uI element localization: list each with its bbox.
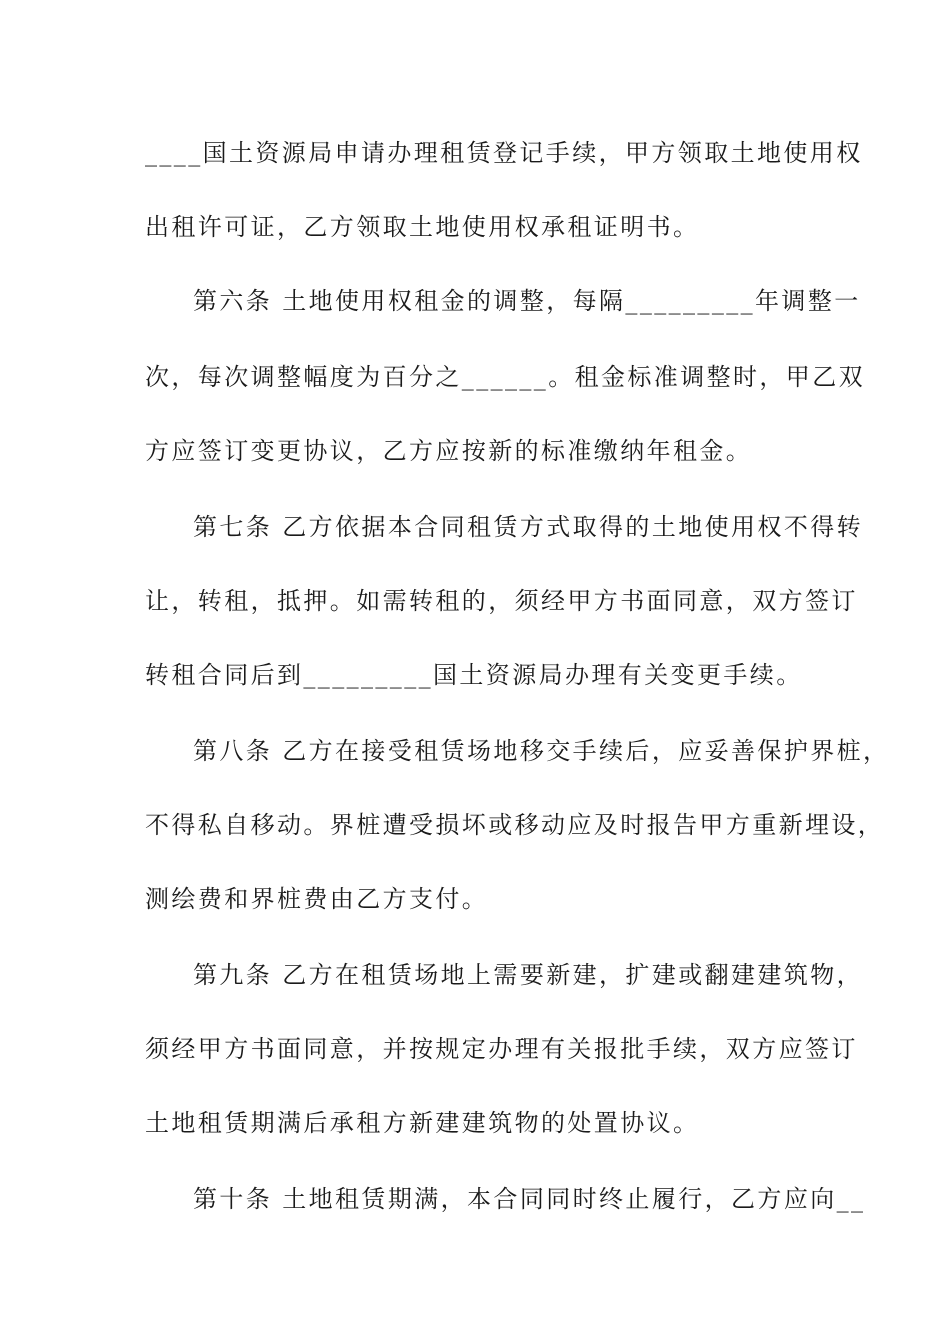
text-line: 转租合同后到_________国土资源局办理有关变更手续。 xyxy=(145,661,803,689)
text-line: 须经甲方书面同意，并按规定办理有关报批手续，双方应签订 xyxy=(145,1035,858,1063)
text-line: 次，每次调整幅度为百分之______。租金标准调整时，甲乙双 xyxy=(145,363,865,391)
text-line: 出租许可证，乙方领取土地使用权承租证明书。 xyxy=(145,213,700,241)
text-line: 土地租赁期满后承租方新建建筑物的处置协议。 xyxy=(145,1109,700,1137)
article-8-line: 第八条 乙方在接受租赁场地移交手续后，应妥善保护界桩， xyxy=(193,737,890,765)
text-line: 不得私自移动。界桩遭受损坏或移动应及时报告甲方重新埋设， xyxy=(145,811,885,839)
article-6-line: 第六条 土地使用权租金的调整，每隔_________年调整一 xyxy=(193,287,861,315)
text-line: 方应签订变更协议，乙方应按新的标准缴纳年租金。 xyxy=(145,437,753,465)
text-line: ____国土资源局申请办理租赁登记手续，甲方领取土地使用权 xyxy=(145,139,863,167)
article-7-line: 第七条 乙方依据本合同租赁方式取得的土地使用权不得转 xyxy=(193,513,864,541)
article-9-line: 第九条 乙方在租赁场地上需要新建，扩建或翻建建筑物， xyxy=(193,961,864,989)
text-line: 让，转租，抵押。如需转租的，须经甲方书面同意，双方签订 xyxy=(145,587,858,615)
text-line: 测绘费和界桩费由乙方支付。 xyxy=(145,885,489,913)
article-10-line: 第十条 土地租赁期满，本合同同时终止履行，乙方应向__ xyxy=(193,1185,866,1213)
